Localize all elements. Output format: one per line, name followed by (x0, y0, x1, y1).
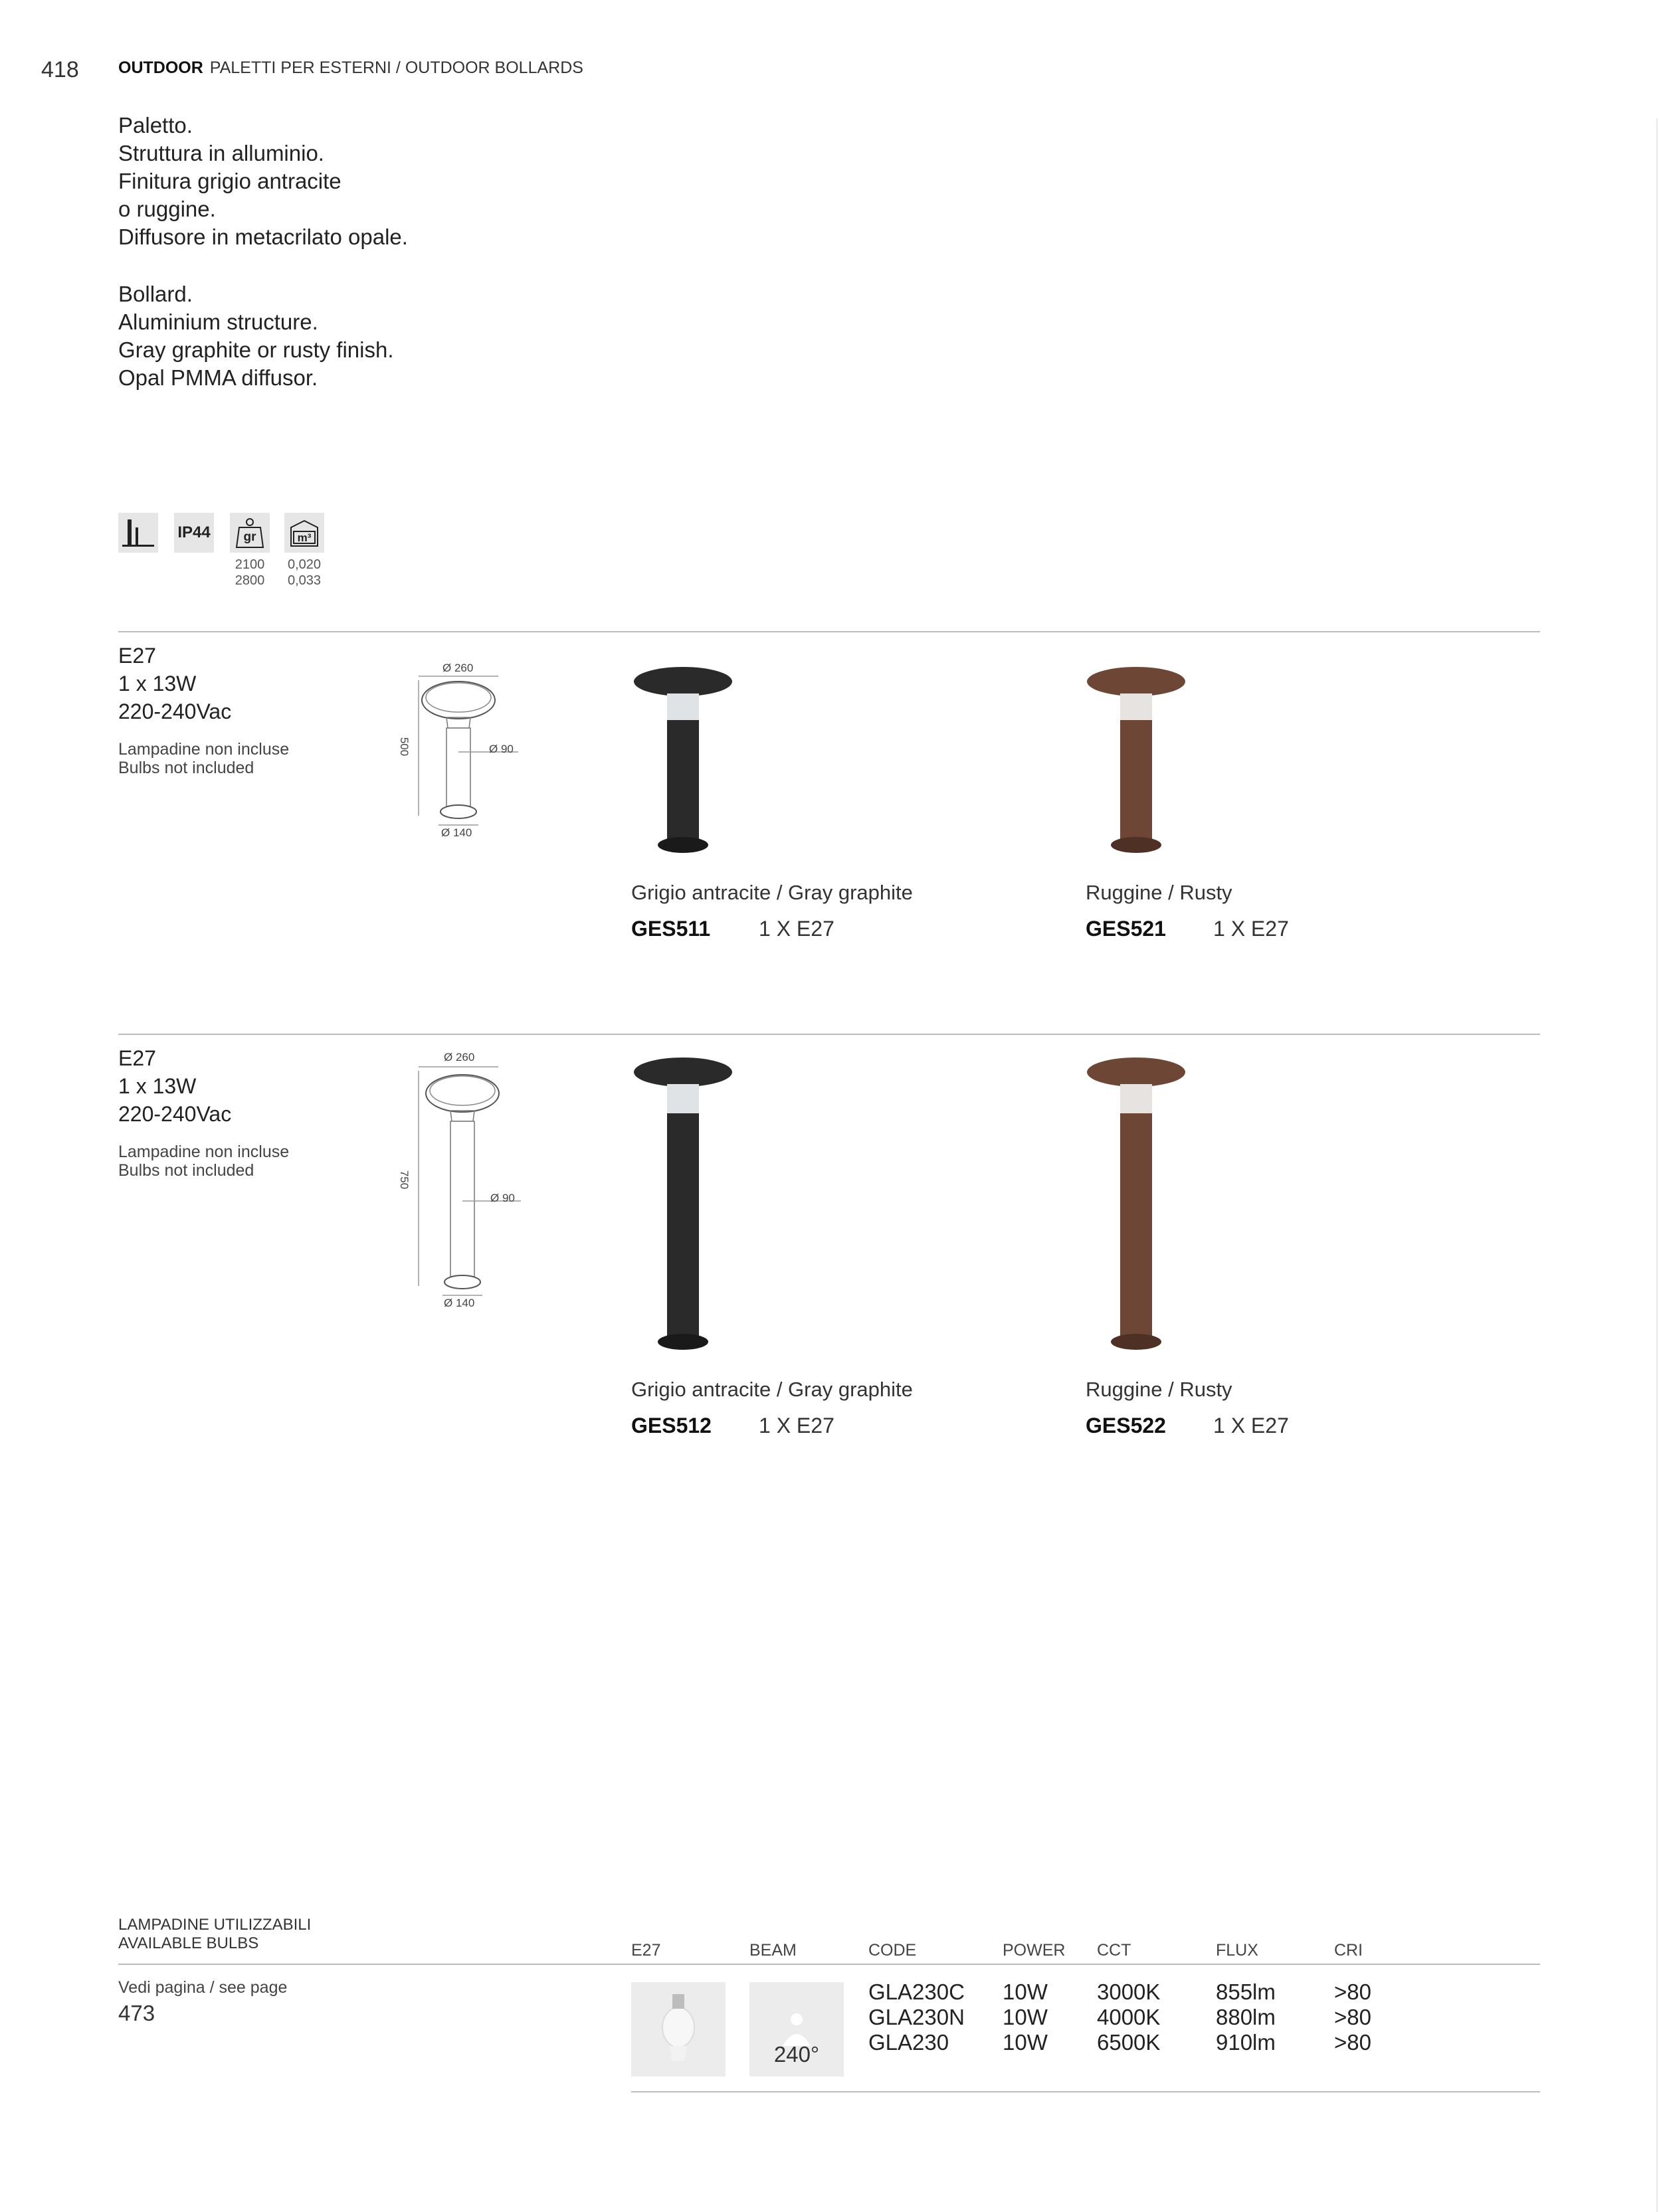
beam-angle-icon (749, 1982, 844, 2076)
technical-drawing (399, 658, 545, 837)
volume-icon-label: m³ (297, 531, 312, 544)
column-header: FLUX (1216, 1941, 1258, 1960)
description-line: Paletto. (118, 113, 193, 138)
description-line: Finitura grigio antracite (118, 169, 342, 193)
bulb-fluxes (1216, 1980, 1276, 2055)
dim-stem-diameter: Ø 90 (489, 743, 514, 755)
bulb-code: GLA230N (868, 2005, 965, 2029)
lamp-spec: 1 X E27 (759, 1414, 834, 1437)
bulb-note-italian: Lampadine non incluse (118, 1143, 290, 1161)
page-edge-divider (1656, 118, 1658, 2212)
ip-rating-label: IP44 (177, 523, 211, 541)
bulb-cct: 4000K (1097, 2005, 1161, 2029)
column-header: CCT (1097, 1941, 1131, 1960)
spec-power: 1 x 13W (118, 672, 197, 695)
dim-height: 500 (398, 737, 411, 757)
column-header: E27 (631, 1941, 661, 1960)
section-title: OUTDOOR (118, 58, 203, 77)
product-code: GES512 (631, 1414, 712, 1437)
weight-value: 2100 (235, 557, 265, 572)
product-spec (118, 642, 231, 725)
section-divider (118, 1034, 1540, 1035)
dim-stem-diameter: Ø 90 (490, 1192, 515, 1204)
column-header: POWER (1003, 1941, 1066, 1960)
product-image-gray-short (625, 658, 744, 864)
description-line: Struttura in alluminio. (118, 141, 324, 165)
bulbs-title-english: AVAILABLE BULBS (118, 1934, 259, 1952)
beam-angle-value: 240° (773, 2042, 820, 2067)
lamp-spec: 1 X E27 (759, 917, 834, 941)
bulbs-bottom-divider (631, 2091, 1540, 2092)
product-image-rusty-short (1078, 658, 1197, 864)
column-header: CODE (868, 1941, 917, 1960)
see-page-number[interactable]: 473 (118, 2001, 155, 2025)
spec-socket: E27 (118, 644, 156, 668)
ground-mount-icon (118, 513, 158, 553)
page-number: 418 (41, 57, 79, 82)
bulb-flux: 880lm (1216, 2005, 1276, 2029)
weight-value: 2800 (235, 573, 265, 588)
lamp-spec: 1 X E27 (1213, 917, 1289, 941)
bulbs-header-divider (118, 1964, 1540, 1965)
bulb-code: GLA230 (868, 2030, 949, 2055)
weight-icon (230, 513, 270, 553)
spec-socket: E27 (118, 1046, 156, 1070)
column-header: BEAM (749, 1941, 797, 1960)
product-code: GES522 (1086, 1414, 1166, 1437)
bulb-ccts (1097, 1980, 1160, 2055)
product-code: GES511 (631, 917, 711, 941)
spec-power: 1 x 13W (118, 1074, 197, 1098)
volume-values (284, 557, 324, 589)
bulb-power: 10W (1003, 2005, 1048, 2029)
product-image-rusty-tall (1078, 1050, 1197, 1362)
dim-height: 750 (398, 1170, 411, 1190)
see-page-label: Vedi pagina / see page (118, 1978, 288, 1997)
volume-icon (284, 513, 324, 553)
product-spec (118, 1044, 231, 1128)
volume-value: 0,033 (287, 573, 322, 588)
bulb-flux: 855lm (1216, 1980, 1276, 2004)
bulbs-title (118, 1916, 311, 1953)
bulb-note-english: Bulbs not included (118, 1161, 254, 1180)
page-header (118, 58, 583, 78)
description-line: Gray graphite or rusty finish. (118, 337, 394, 362)
finish-label: Grigio antracite / Gray graphite (631, 881, 913, 904)
description-line: o ruggine. (118, 197, 216, 221)
bulb-flux: 910lm (1216, 2030, 1276, 2055)
description-line: Bollard. (118, 282, 193, 306)
bulb-powers (1003, 1980, 1048, 2055)
bulb-codes (868, 1980, 965, 2055)
bulbs-title-italian: LAMPADINE UTILIZZABILI (118, 1916, 312, 1934)
finish-label: Ruggine / Rusty (1086, 1378, 1232, 1401)
description-italian (118, 112, 408, 251)
product-image-gray-tall (625, 1050, 744, 1362)
spec-voltage: 220-240Vac (118, 1102, 232, 1126)
bulb-note-italian: Lampadine non incluse (118, 740, 290, 759)
finish-label: Ruggine / Rusty (1086, 881, 1232, 904)
bulb-note (118, 1143, 289, 1180)
section-divider (118, 631, 1540, 632)
bulb-cct: 6500K (1097, 2030, 1161, 2055)
bulb-cri: >80 (1334, 2030, 1371, 2055)
weight-values (230, 557, 270, 589)
dim-top-diameter: Ø 260 (442, 662, 474, 674)
bulb-code: GLA230C (868, 1980, 965, 2004)
bulb-cri: >80 (1334, 1980, 1371, 2004)
dim-top-diameter: Ø 260 (444, 1051, 475, 1063)
column-header: CRI (1334, 1941, 1363, 1960)
volume-value: 0,020 (287, 557, 322, 572)
bulb-cct: 3000K (1097, 1980, 1161, 2004)
description-line: Diffusore in metacrilato opale. (118, 225, 408, 249)
description-line: Opal PMMA diffusor. (118, 365, 318, 390)
bulb-note (118, 740, 289, 777)
bulb-thumbnail (631, 1982, 726, 2076)
bulb-power: 10W (1003, 2030, 1048, 2055)
description-english (118, 280, 394, 392)
description-line: Aluminium structure. (118, 310, 318, 334)
finish-label: Grigio antracite / Gray graphite (631, 1378, 913, 1401)
bulb-cri: >80 (1334, 2005, 1371, 2029)
technical-drawing (399, 1047, 545, 1315)
bulb-note-english: Bulbs not included (118, 759, 254, 777)
spec-voltage: 220-240Vac (118, 699, 232, 723)
dim-base-diameter: Ø 140 (444, 1297, 475, 1309)
ip-rating-icon (174, 513, 214, 553)
weight-icon-label: gr (243, 530, 256, 544)
product-code: GES521 (1086, 917, 1166, 941)
lamp-spec: 1 X E27 (1213, 1414, 1289, 1437)
bulb-power: 10W (1003, 1980, 1048, 2004)
bulb-cris (1334, 1980, 1371, 2055)
dim-base-diameter: Ø 140 (441, 826, 472, 839)
section-subtitle: PALETTI PER ESTERNI / OUTDOOR BOLLARDS (209, 58, 583, 77)
